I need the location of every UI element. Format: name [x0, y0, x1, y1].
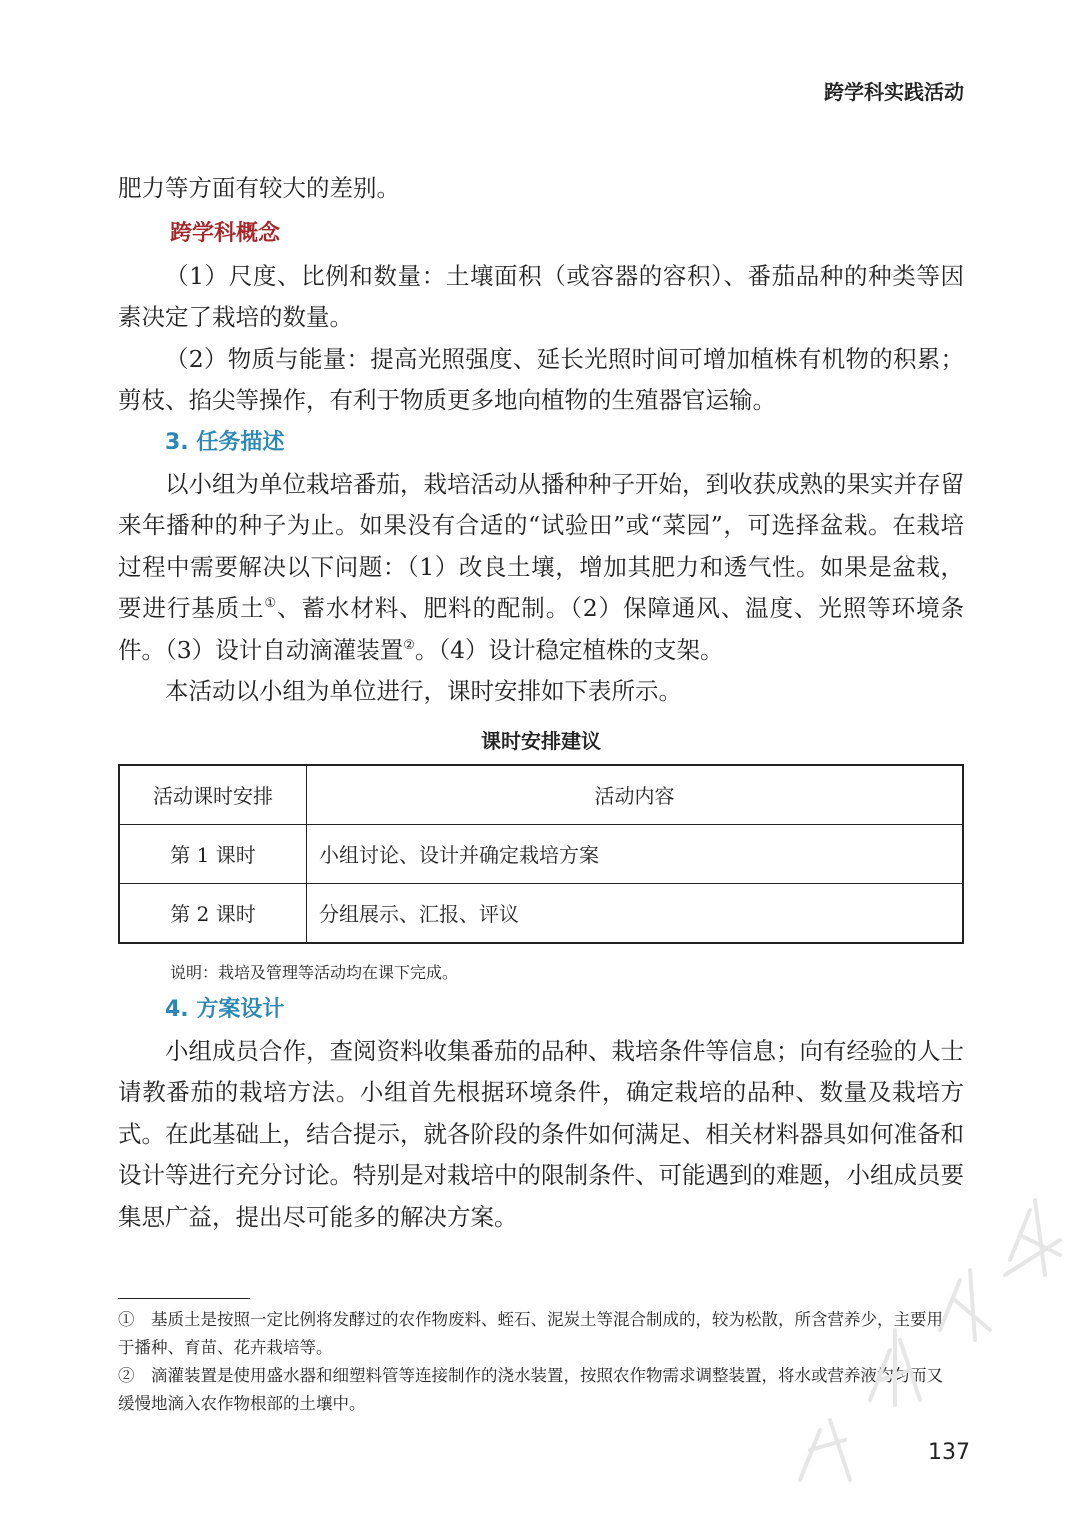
footnotes [118, 1306, 944, 1418]
plan-paragraph: 小组成员合作，查阅资料收集番茄的品种、栽培条件等信息；向有经验的人士请教番茄的栽培方法。小组首先根据环境条件，确定栽培的品种、数量及栽培方式。在此基础上，结合提示，就各阶段的条件如何满足、相关材料器具如何准备和设计等进行充分讨论。特别是对栽培中的限制条件、可能遇到的难题，小组成员要集思广益，提出尽可能多的解决方案。 [118, 1036, 964, 1231]
table-header-cell: 活动课时安排 [119, 765, 307, 825]
running-header: 跨学科实践活动 [824, 80, 964, 104]
table-note: 说明：栽培及管理等活动均在课下完成。 [170, 962, 459, 982]
concept-item-1: （1）尺度、比例和数量：土壤面积（或容器的容积）、番茄品种的种类等因素决定了栽培的数量。 [118, 261, 964, 331]
plan-heading: 4. 方案设计 [165, 996, 285, 1022]
task-paragraph [118, 464, 964, 672]
task-text-3: 。（4）设计稳定植株的支架。 [414, 635, 724, 664]
table-cell: 第 1 课时 [119, 824, 307, 883]
task-text-2: 、蓄水材料、肥料的配制。（2）保障通风、温度、光照等环境条件。（3）设计自动滴灌装置 [118, 594, 965, 664]
footnote-2: ② 滴灌装置是使用盛水器和细塑料管等连接制作的浇水装置，按照农作物需求调整装置，将水或营养液均匀而又缓慢地滴入农作物根部的土壤中。 [118, 1366, 943, 1413]
footnote-ref-2[interactable]: ② [403, 637, 415, 653]
table-row [119, 883, 963, 943]
table-header-row [119, 765, 963, 825]
concept-item-2: （2）物质与能量：提高光照强度、延长光照时间可增加植株有机物的积累；剪枝、掐尖等操作，有利于物质更多地向植物的生殖器官运输。 [118, 344, 964, 414]
table-row [119, 824, 963, 883]
table-cell: 第 2 课时 [119, 883, 307, 943]
footnote-1: ① 基质土是按照一定比例将发酵过的农作物废料、蛭石、泥炭土等混合制成的，较为松散，所含营养少，主要用于播种、育苗、花卉栽培等。 [118, 1310, 943, 1357]
table-cell: 分组展示、汇报、评议 [307, 883, 964, 943]
table-cell: 小组讨论、设计并确定栽培方案 [307, 824, 964, 883]
task-heading: 3. 任务描述 [165, 429, 285, 455]
intro-line: 肥力等方面有较大的差别。 [118, 174, 400, 202]
table-header-cell: 活动内容 [307, 765, 964, 825]
footnote-ref-1[interactable]: ① [264, 596, 278, 612]
footnote-divider [118, 1298, 250, 1299]
table-caption: 课时安排建议 [481, 728, 601, 753]
task-paragraph-2: 本活动以小组为单位进行，课时安排如下表所示。 [165, 677, 682, 705]
page-number: 137 [928, 1440, 970, 1465]
schedule-table [118, 764, 964, 944]
concepts-heading: 跨学科概念 [170, 220, 281, 246]
task-text-1: 以小组为单位栽培番茄，栽培活动从播种种子开始，到收获成熟的果实并存留来年播种的种子为止。如果没有合适的“试验田”或“菜园”，可选择盆栽。在栽培过程中需要解决以下问题：（1）改良土壤，增加其肥力和透气性。如果是盆栽，要进行基质土 [118, 469, 964, 622]
main-content [118, 168, 964, 1238]
